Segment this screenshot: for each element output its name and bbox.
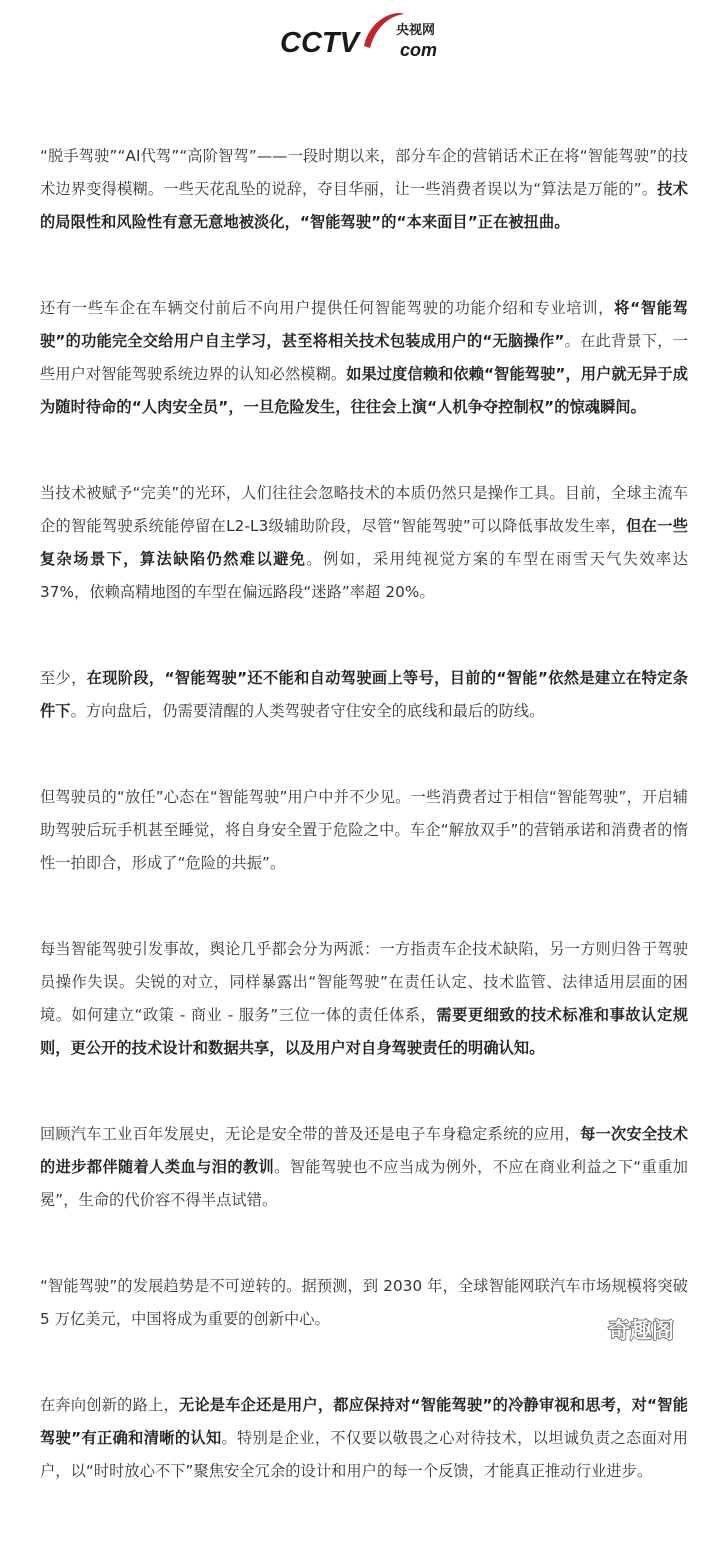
paragraph [40,1270,688,1336]
watermark [602,1312,708,1348]
text-run: 每当智能驾驶引发事故，舆论几乎都会分为两派：一方指责车企技术缺陷，另一方则归咎于驾驶员操作失误。尖锐的对立，同样暴露出“智能驾驶”在责任认定、技术监管、法律适用层面的困境。如何建立“政策 - 商业 - 服务”三位一体的责任体系， [40,940,688,1024]
bold-text: 每一次安全技术的进步都伴随着人类血与泪的教训 [40,1125,689,1176]
logo-suffix: com [400,40,438,60]
paragraph [40,140,688,239]
text-run: “智能驾驶”的发展趋势是不可逆转的。据预测，到 2030 年，全球智能网联汽车市场规模将突破 5 万亿美元，中国将成为重要的创新中心。 [40,1277,688,1328]
bold-text: 技术的局限性和风险性有意无意地被淡化，“智能驾驶”的“本来面目”正在被扭曲。 [40,180,688,231]
text-run: 。例如，采用纯视觉方案的车型在雨雪天气失效率达 37%，依赖高精地图的车型在偏远路段“迷路”率超 20%。 [40,550,688,601]
text-run: 回顾汽车工业百年发展史，无论是安全带的普及还是电子车身稳定系统的应用， [40,1125,581,1143]
text-run: 。在此背景下，一些用户对智能驾驶系统边界的认知必然模糊。 [40,332,688,383]
text-run: 至少， [40,669,87,687]
paragraph [40,1389,688,1488]
text-run: 当技术被赋予“完美”的光环，人们往往会忽略技术的本质仍然只是操作工具。目前，全球主流车企的智能驾驶系统能停留在L2-L3级辅助阶段，尽管“智能驾驶”可以降低事故发生率， [40,484,688,535]
text-run: 。方向盘后，仍需要清醒的人类驾驶者守住安全的底线和最后的防线。 [70,702,545,720]
text-run: 。智能驾驶也不应当成为例外，不应在商业利益之下“重重加冕”，生命的代价容不得半点试错。 [40,1158,688,1209]
bold-text: 如果过度信赖和依赖“智能驾驶”，用户就无异于成为随时待命的“人肉安全员”，一旦危险发生，往往会上演“人机争夺控制权”的惊魂瞬间。 [40,365,688,416]
cctv-logo [278,8,448,68]
text-run: “脱手驾驶”“AI代驾”“高阶智驾”——一段时期以来，部分车企的营销话术正在将“智能驾驶”的技术边界变得模糊。一些天花乱坠的说辞，夺目华丽，让一些消费者误以为“算法是万能的”。 [40,147,688,198]
logo-cn: 央视网 [396,23,436,38]
bold-text: 将“智能驾驶”的功能完全交给用户自主学习，甚至将相关技术包装成用户的“无脑操作” [40,299,688,350]
bold-text: 无论是车企还是用户，都应保持对“智能驾驶”的冷静审视和思考，对“智能驾驶”有正确和清晰的认知 [40,1396,688,1447]
logo-text: CCTV [280,27,359,59]
paragraph [40,662,688,728]
paragraph [40,933,688,1065]
text-run: 在奔向创新的路上， [40,1396,179,1414]
paragraph [40,292,688,424]
text-run: 但驾驶员的“放任”心态在“智能驾驶”用户中并不少见。一些消费者过于相信“智能驾驶”，开启辅助驾驶后玩手机甚至睡觉，将自身安全置于危险之中。车企“解放双手”的营销承诺和消费者的惰性一拍即合，形成了“危险的共振”。 [40,788,688,872]
text-run: 。特别是企业，不仅要以敬畏之心对待技术，以坦诚负责之态面对用户，以“时时放心不下”聚焦安全冗余的设计和用户的每一个反馈，才能真正推动行业进步。 [40,1429,688,1480]
paragraph [40,1118,688,1217]
bold-text: 在现阶段，“智能驾驶”还不能和自动驾驶画上等号，目前的“智能”依然是建立在特定条件下 [40,669,688,720]
bold-text: 需要更细致的技术标准和事故认定规则，更公开的技术设计和数据共享，以及用户对自身驾驶责任的明确认知。 [40,1006,688,1057]
paragraph [40,781,688,880]
text-run: 还有一些车企在车辆交付前后不向用户提供任何智能驾驶的功能介绍和专业培训， [40,299,615,317]
paragraph [40,477,688,609]
article-body [40,140,688,1541]
bold-text: 但在一些复杂场景下，算法缺陷仍然难以避免 [40,517,688,568]
watermark-text: 奇趣阁 [608,1319,675,1344]
